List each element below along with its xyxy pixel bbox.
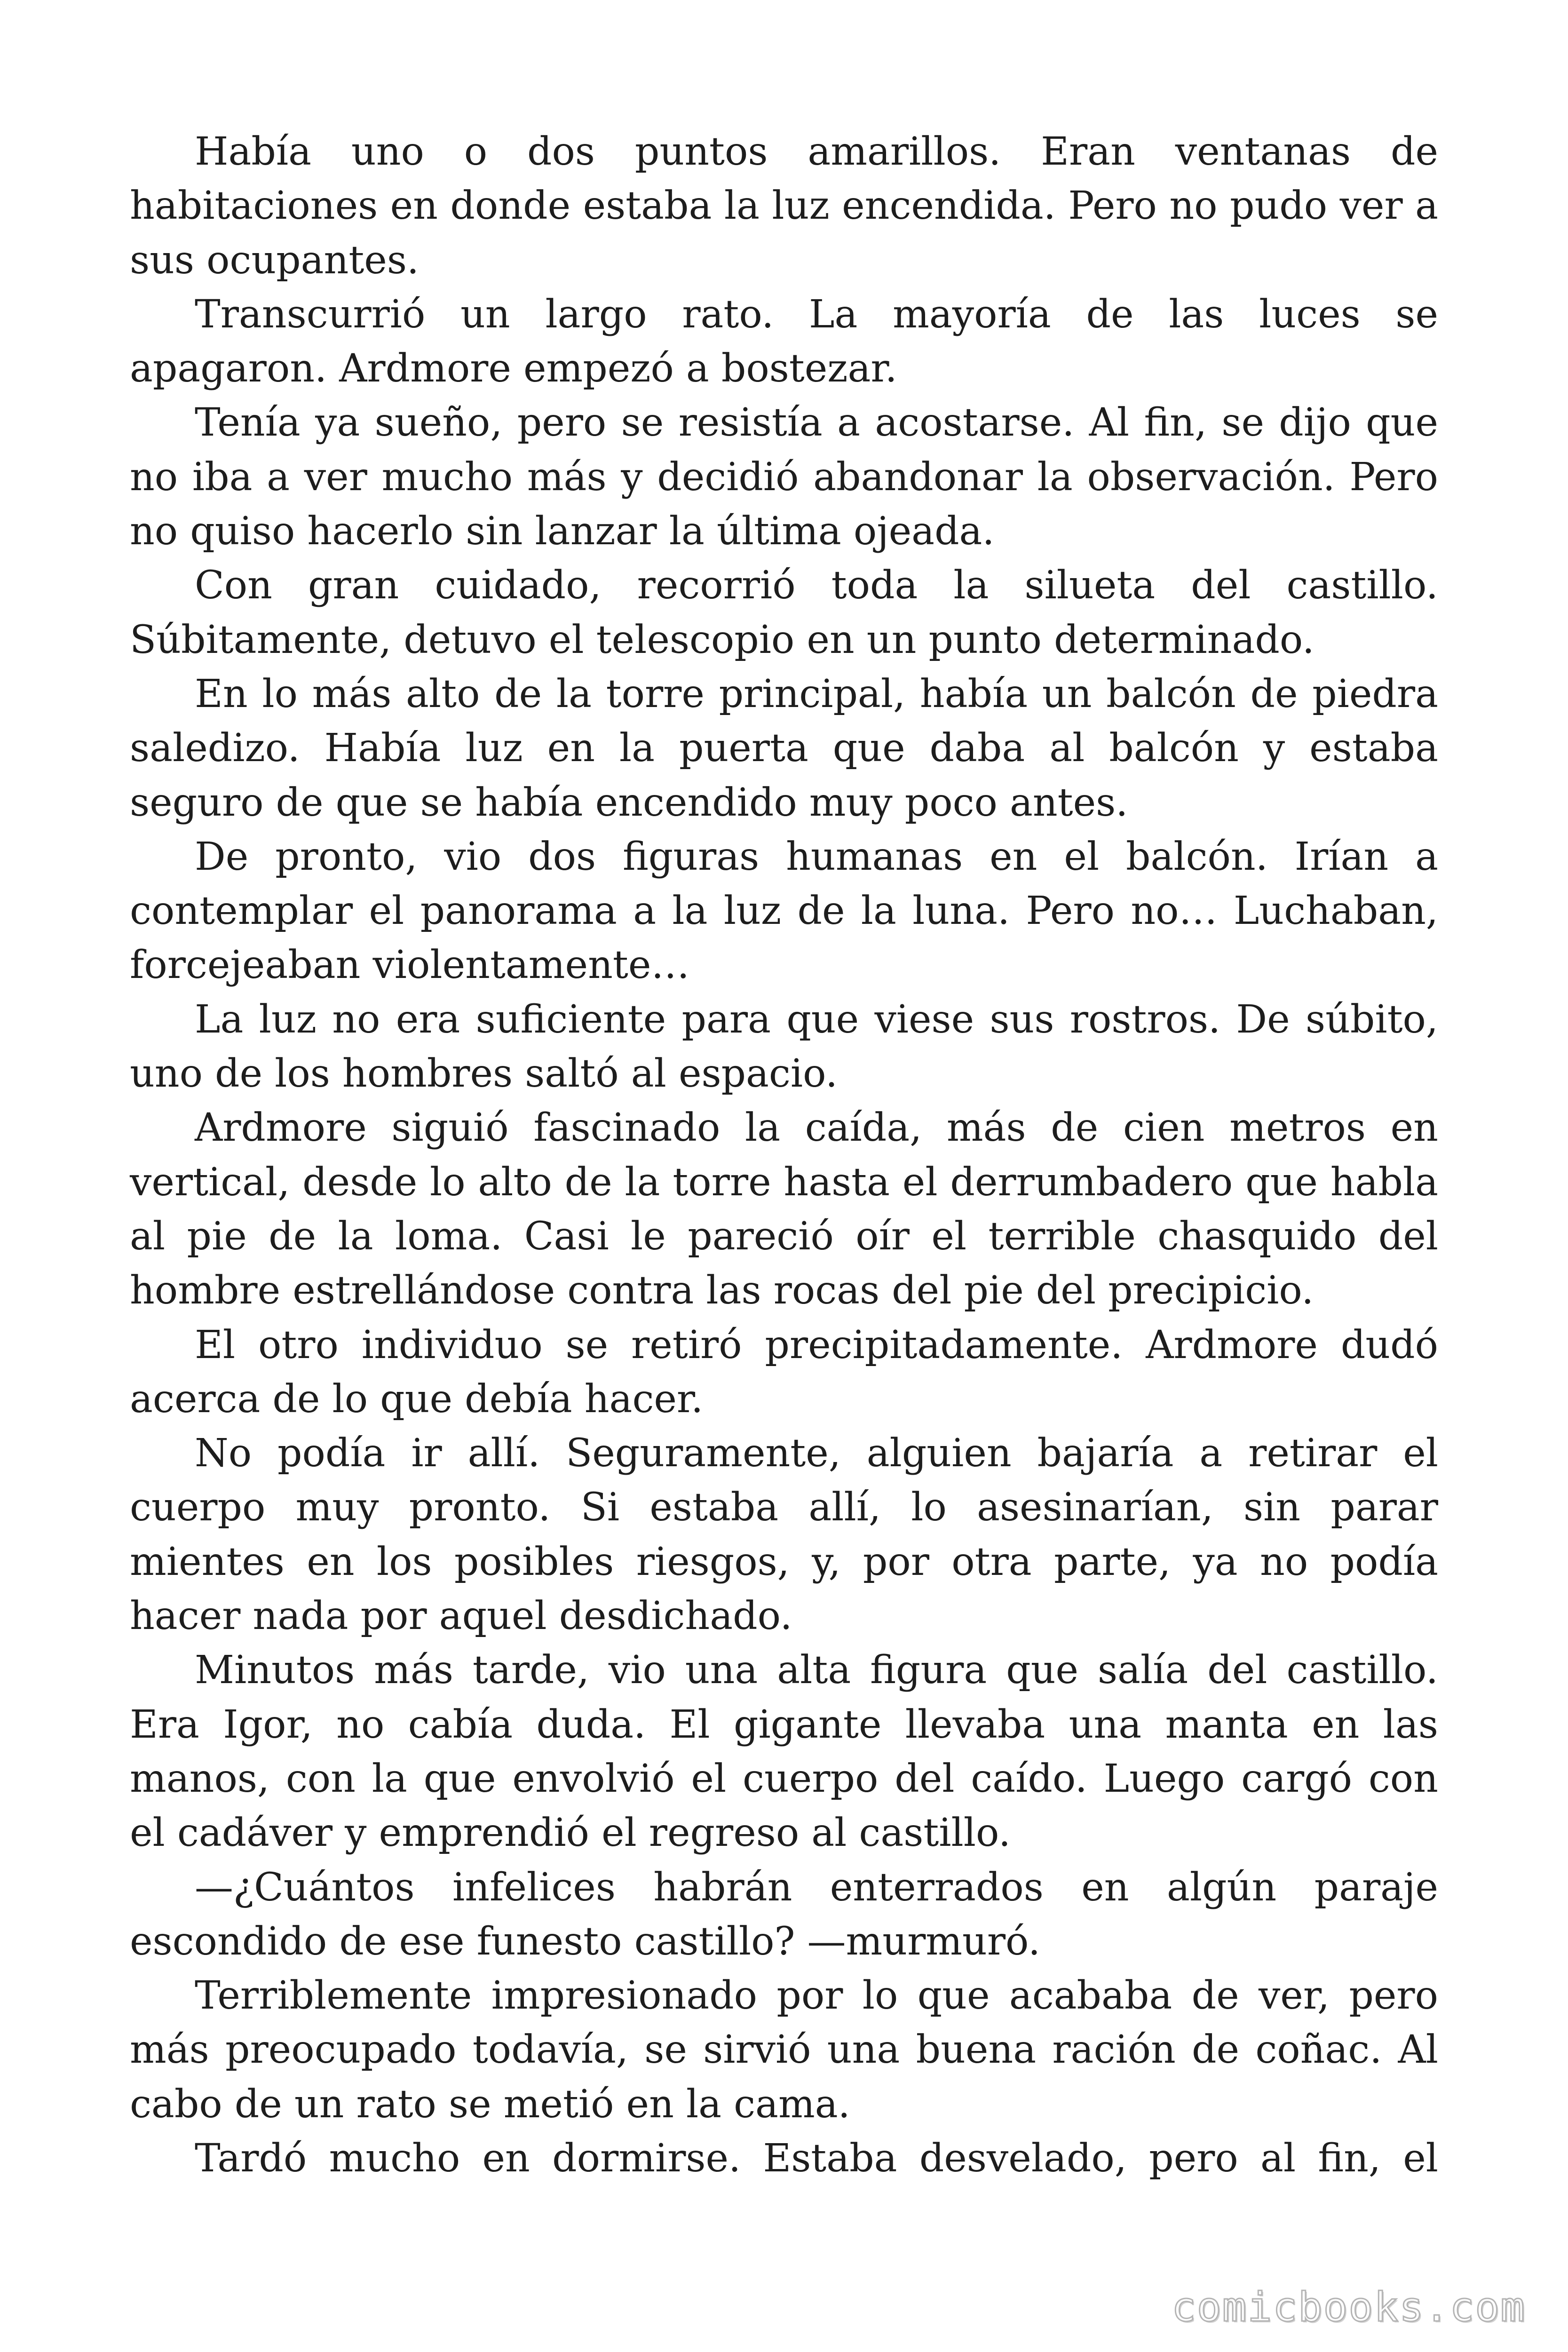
- paragraph: De pronto, vio dos figuras humanas en el balcón. Irían a contemplar el panorama a la luz de la luna. Pero no… Luchaban, forcejeaban violentamente…: [130, 834, 1438, 988]
- paragraph: Ardmore siguió fascinado la caída, más de cien metros en vertical, desde lo alto de la torre hasta el derrumbadero que habla al pie de la loma. Casi le pareció oír el terrible chasquido del hombre estrellándose contra las rocas del pie del precipicio.: [130, 1105, 1438, 1313]
- paragraph: Transcurrió un largo rato. La mayoría de las luces se apagaron. Ardmore empezó a bostezar.: [130, 292, 1438, 391]
- paragraph: Terriblemente impresionado por lo que acababa de ver, pero más preocupado todavía, se sirvió una buena ración de coñac. Al cabo de un rato se metió en la cama.: [130, 1973, 1438, 2127]
- paragraph: En lo más alto de la torre principal, había un balcón de piedra saledizo. Había luz en la puerta que daba al balcón y estaba seguro de que se había encendido muy poco antes.: [130, 671, 1438, 825]
- paragraph: La luz no era suficiente para que viese sus rostros. De súbito, uno de los hombres saltó al espacio.: [130, 997, 1438, 1097]
- paragraph: No podía ir allí. Seguramente, alguien bajaría a retirar el cuerpo muy pronto. Si estaba allí, lo asesinarían, sin parar mientes en los posibles riesgos, y, por otra parte, ya no podía hacer nada por aquel desdichado.: [130, 1431, 1438, 1639]
- paragraph: Con gran cuidado, recorrió toda la silueta del castillo. Súbitamente, detuvo el telescopio en un punto determinado.: [130, 563, 1438, 662]
- paragraph: Tenía ya sueño, pero se resistía a acostarse. Al fin, se dijo que no iba a ver mucho más y decidió abandonar la observación. Pero no quiso hacerlo sin lanzar la última ojeada.: [130, 400, 1438, 554]
- body-text: [130, 125, 1438, 2185]
- paragraph: Minutos más tarde, vio una alta figura que salía del castillo. Era Igor, no cabía duda. El gigante llevaba una manta en las manos, con la que envolvió el cuerpo del caído. Luego cargó con el cadáver y emprendió el regreso al castillo.: [130, 1648, 1438, 1856]
- paragraph: El otro individuo se retiró precipitadamente. Ardmore dudó acerca de lo que debía hacer.: [130, 1322, 1438, 1422]
- paragraph-continued: Tardó mucho en dormirse. Estaba desvelado, pero al fin, el: [195, 2136, 1438, 2181]
- paragraph: Había uno o dos puntos amarillos. Eran ventanas de habitaciones en donde estaba la luz encendida. Pero no pudo ver a sus ocupantes.: [130, 129, 1438, 283]
- paragraph: —¿Cuántos infelices habrán enterrados en algún paraje escondido de ese funesto castillo? —murmuró.: [130, 1865, 1438, 1964]
- watermark: comicbooks.com: [1172, 2284, 1526, 2331]
